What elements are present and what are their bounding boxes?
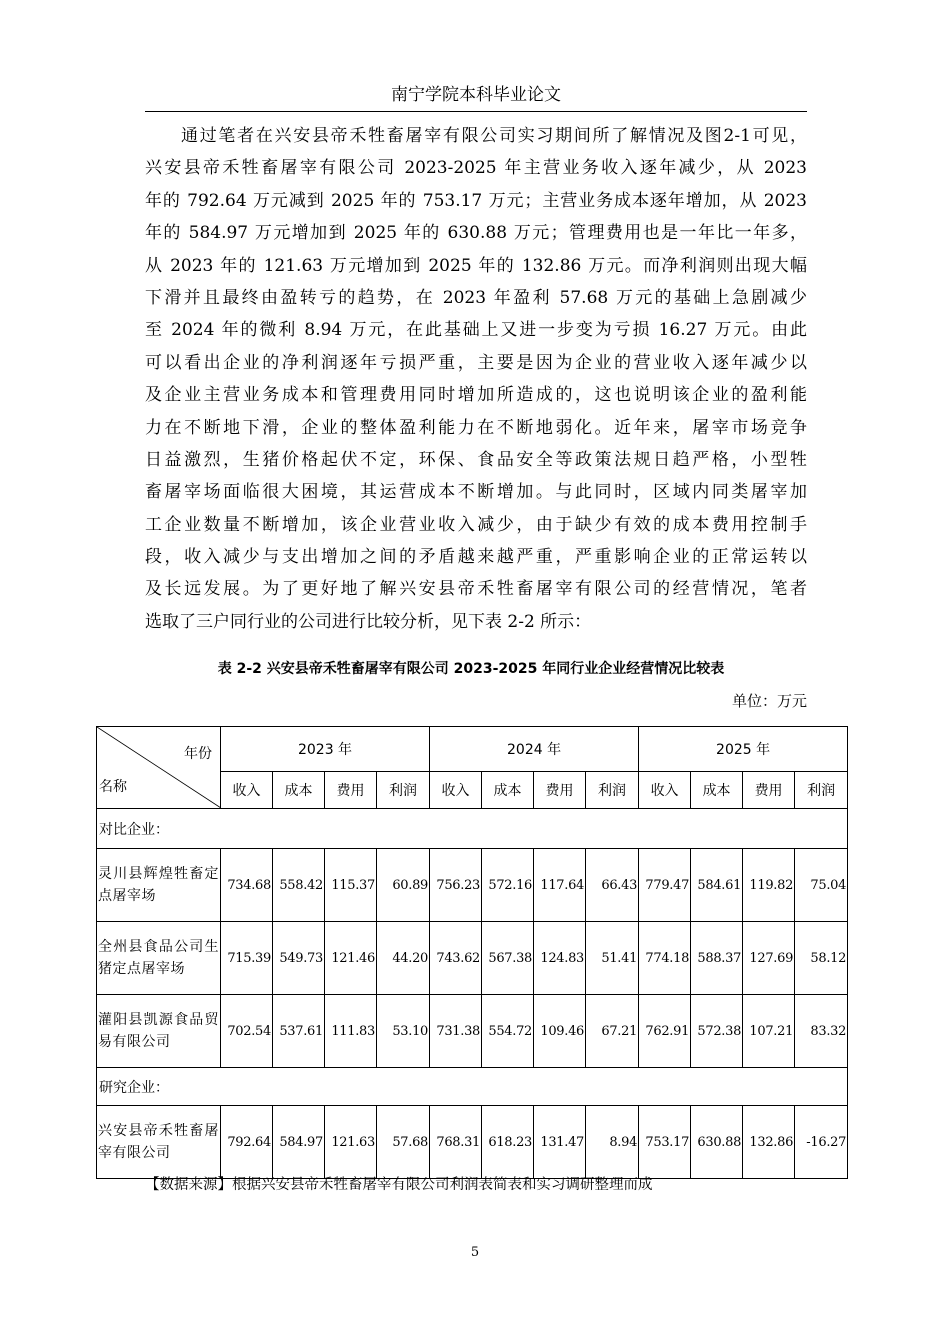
value-cell: 119.82 [743, 849, 795, 922]
value-cell: 584.97 [273, 1106, 325, 1179]
year-header: 2025 年 [639, 727, 848, 772]
value-cell: 792.64 [221, 1106, 273, 1179]
comparison-table [96, 726, 848, 1179]
paragraph-line: 兴安县帝禾牲畜屠宰有限公司 2023-2025 年主营业务收入逐年减少，从 2023 [145, 158, 807, 179]
value-cell: 779.47 [639, 849, 691, 922]
table-row [97, 922, 848, 995]
table-row [97, 849, 848, 922]
company-name-cell: 全州县食品公司生猪定点屠宰场 [97, 922, 221, 995]
value-cell: 572.38 [691, 995, 743, 1068]
value-cell: 753.17 [639, 1106, 691, 1179]
paragraph-line: 力在不断地下滑，企业的整体盈利能力在不断地弱化。近年来，屠宰市场竞争 [145, 417, 807, 438]
running-header: 南宁学院本科毕业论文 [391, 85, 561, 105]
value-cell: 121.46 [325, 922, 377, 995]
paragraph-line: 通过笔者在兴安县帝禾牲畜屠宰有限公司实习期间所了解情况及图2-1可见， [181, 126, 807, 146]
metric-header: 费用 [534, 772, 586, 809]
paragraph-line: 选取了三户同行业的公司进行比较分析，见下表 2-2 所示： [145, 611, 592, 632]
paragraph-line: 段，收入减少与支出增加之间的矛盾越来越严重，严重影响企业的正常运转以 [145, 547, 807, 568]
metric-header: 利润 [377, 772, 430, 809]
value-cell: 67.21 [586, 995, 639, 1068]
year-header: 2023 年 [221, 727, 430, 772]
value-cell: -16.27 [795, 1106, 848, 1179]
value-cell: 8.94 [586, 1106, 639, 1179]
section-label: 研究企业： [97, 1068, 848, 1106]
metric-header: 收入 [639, 772, 691, 809]
value-cell: 60.89 [377, 849, 430, 922]
value-cell: 584.61 [691, 849, 743, 922]
value-cell: 58.12 [795, 922, 848, 995]
paragraph-line: 年的 584.97 万元增加到 2025 年的 630.88 万元；管理费用也是一年比一年多， [145, 223, 807, 244]
header-rule [145, 111, 807, 112]
corner-label-name: 名称 [99, 779, 127, 795]
value-cell: 75.04 [795, 849, 848, 922]
value-cell: 115.37 [325, 849, 377, 922]
value-cell: 715.39 [221, 922, 273, 995]
value-cell: 702.54 [221, 995, 273, 1068]
paragraph-line: 畜屠宰场面临很大困境，其运营成本不断增加。与此同时，区域内同类屠宰加 [145, 482, 807, 503]
value-cell: 131.47 [534, 1106, 586, 1179]
value-cell: 127.69 [743, 922, 795, 995]
corner-diagonal [97, 727, 221, 809]
paragraph-line: 工企业数量不断增加，该企业营业收入减少，由于缺少有效的成本费用控制手 [145, 514, 807, 535]
metric-header: 收入 [221, 772, 273, 809]
paragraph-line: 日益激烈，生猪价格起伏不定，环保、食品安全等政策法规日趋严格，小型牲 [145, 449, 807, 470]
metric-header: 成本 [691, 772, 743, 809]
value-cell: 44.20 [377, 922, 430, 995]
value-cell: 567.38 [482, 922, 534, 995]
data-source-note: 【数据来源】根据兴安县帝禾牲畜屠宰有限公司利润表简表和实习调研整理而成 [145, 1177, 653, 1193]
value-cell: 51.41 [586, 922, 639, 995]
table-row [97, 1106, 848, 1179]
value-cell: 743.62 [430, 922, 482, 995]
metric-header: 利润 [586, 772, 639, 809]
company-name-cell: 灵川县辉煌牲畜定点屠宰场 [97, 849, 221, 922]
value-cell: 618.23 [482, 1106, 534, 1179]
value-cell: 57.68 [377, 1106, 430, 1179]
value-cell: 117.64 [534, 849, 586, 922]
value-cell: 107.21 [743, 995, 795, 1068]
value-cell: 549.73 [273, 922, 325, 995]
paragraph-line: 及长远发展。为了更好地了解兴安县帝禾牲畜屠宰有限公司的经营情况，笔者 [145, 579, 807, 600]
value-cell: 53.10 [377, 995, 430, 1068]
table-row [97, 995, 848, 1068]
value-cell: 83.32 [795, 995, 848, 1068]
year-header: 2024 年 [430, 727, 639, 772]
section-row [97, 1068, 848, 1106]
metric-header: 收入 [430, 772, 482, 809]
page-number: 5 [470, 1245, 480, 1260]
section-row [97, 809, 848, 849]
value-cell: 111.83 [325, 995, 377, 1068]
value-cell: 774.18 [639, 922, 691, 995]
company-name-cell: 兴安县帝禾牲畜屠宰有限公司 [97, 1106, 221, 1179]
metric-header: 利润 [795, 772, 848, 809]
body-paragraph [145, 120, 807, 638]
value-cell: 537.61 [273, 995, 325, 1068]
value-cell: 124.83 [534, 922, 586, 995]
value-cell: 121.63 [325, 1106, 377, 1179]
value-cell: 132.86 [743, 1106, 795, 1179]
paragraph-line: 年的 792.64 万元减到 2025 年的 753.17 万元；主营业务成本逐年增加，从 2023 [145, 190, 807, 211]
value-cell: 554.72 [482, 995, 534, 1068]
value-cell: 572.16 [482, 849, 534, 922]
value-cell: 768.31 [430, 1106, 482, 1179]
section-label: 对比企业： [97, 809, 848, 849]
metric-header: 费用 [325, 772, 377, 809]
metric-header: 成本 [273, 772, 325, 809]
metric-header: 费用 [743, 772, 795, 809]
corner-label-year: 年份 [184, 746, 212, 762]
value-cell: 630.88 [691, 1106, 743, 1179]
value-cell: 756.23 [430, 849, 482, 922]
metric-header: 成本 [482, 772, 534, 809]
paragraph-line: 可以看出企业的净利润逐年亏损严重，主要是因为企业的营业收入逐年减少以 [145, 352, 807, 373]
value-cell: 762.91 [639, 995, 691, 1068]
value-cell: 731.38 [430, 995, 482, 1068]
table-corner-cell [97, 727, 221, 809]
value-cell: 558.42 [273, 849, 325, 922]
paragraph-line: 及企业主营业务成本和管理费用同时增加所造成的，这也说明该企业的盈利能 [145, 385, 807, 406]
value-cell: 109.46 [534, 995, 586, 1068]
table-unit: 单位：万元 [731, 692, 807, 710]
value-cell: 66.43 [586, 849, 639, 922]
paragraph-line: 下滑并且最终由盈转亏的趋势，在 2023 年盈利 57.68 万元的基础上急剧减少 [145, 287, 807, 308]
value-cell: 588.37 [691, 922, 743, 995]
paragraph-line: 至 2024 年的微利 8.94 万元，在此基础上又进一步变为亏损 16.27 万元。由此 [145, 320, 807, 341]
table-caption: 表 2-2 兴安县帝禾牲畜屠宰有限公司 2023-2025 年同行业企业经营情况比较表 [217, 661, 725, 677]
value-cell: 734.68 [221, 849, 273, 922]
company-name-cell: 灌阳县凯源食品贸易有限公司 [97, 995, 221, 1068]
paragraph-line: 从 2023 年的 121.63 万元增加到 2025 年的 132.86 万元。而净利润则出现大幅 [145, 255, 807, 276]
